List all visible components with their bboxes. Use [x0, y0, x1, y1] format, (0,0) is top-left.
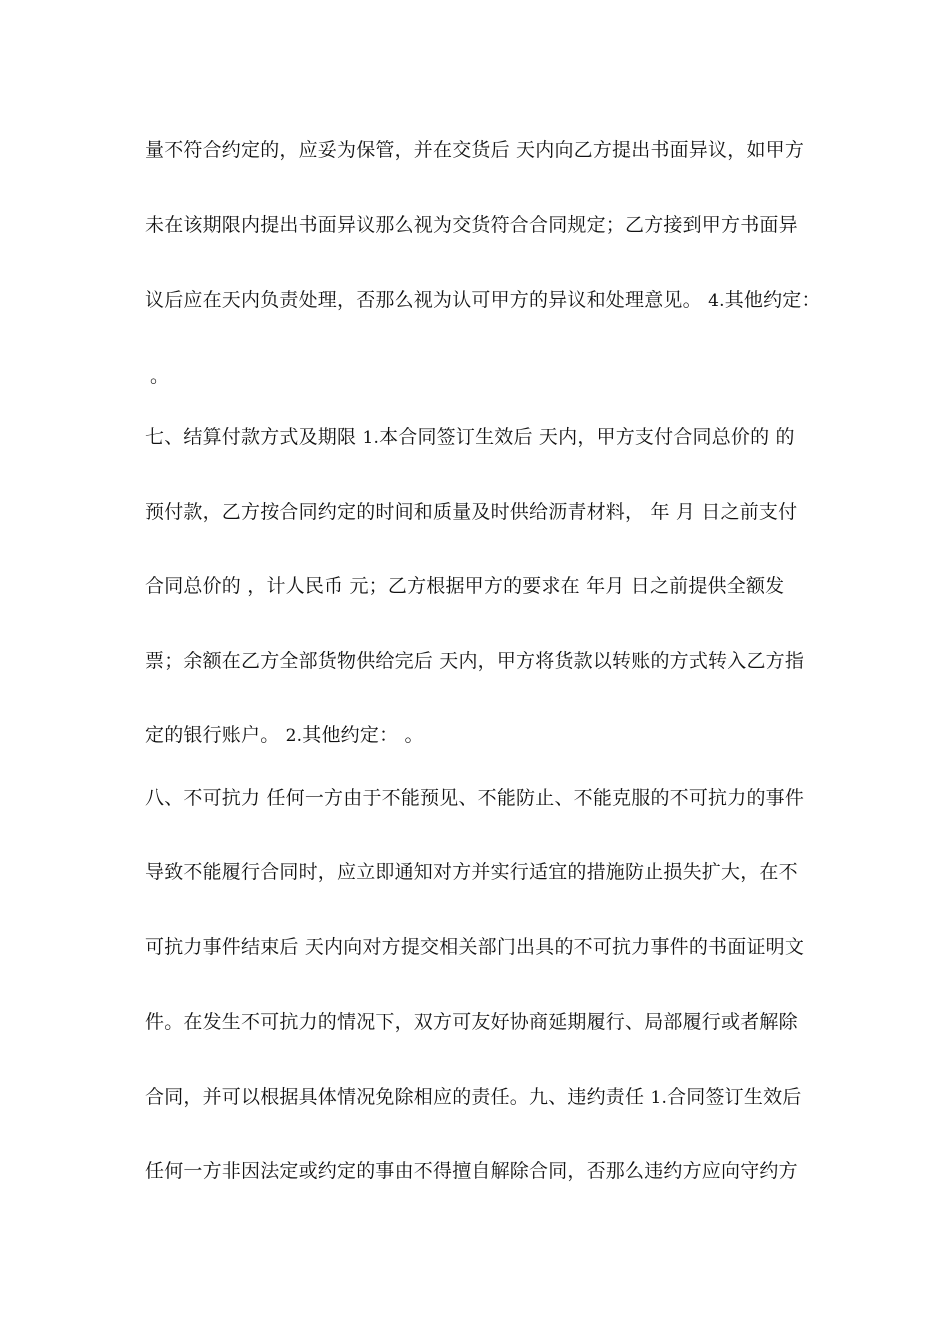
text-segment: 导致不能履行合同时，应立即通知对方并实行适宜的措施防止损失扩大，在不	[145, 861, 798, 883]
text-line	[145, 935, 815, 959]
text-segment: 件。在发生不可抗力的情况下，双方可友好协商延期履行、局部履行或者解除	[145, 1011, 798, 1033]
text-segment: 八、不可抗力 任何一方由于不能预见、不能防止、不能克服的不可抗力的事件	[145, 787, 805, 809]
list-number: 1.	[650, 1088, 668, 1108]
text-segment: 。	[150, 365, 170, 387]
text-segment: 定的银行账户。	[145, 724, 280, 746]
text-segment: 本合同签订生效后 天内，甲方支付合同总价的 的	[379, 426, 795, 448]
text-line	[145, 574, 815, 598]
text-line	[145, 1010, 815, 1034]
text-line	[145, 1159, 815, 1183]
text-line	[145, 288, 821, 313]
text-segment: 合同，并可以根据具体情况免除相应的责任。九、违约责任	[145, 1086, 645, 1108]
text-line	[145, 213, 815, 237]
text-segment: 量不符合约定的，应妥为保管，并在交货后 天内向乙方提出书面异议，如甲方	[145, 139, 805, 161]
text-segment: 议后应在天内负责处理，否那么视为认可甲方的异议和处理意见。	[145, 289, 702, 311]
text-line	[145, 723, 815, 748]
text-segment: 可抗力事件结束后 天内向对方提交相关部门出具的不可抗力事件的书面证明文	[145, 936, 805, 958]
text-line	[150, 364, 820, 388]
list-number: 2.	[285, 726, 303, 746]
text-line	[145, 1085, 815, 1110]
text-segment: 其他约定： 。	[302, 724, 424, 746]
section-heading-line	[145, 786, 815, 810]
text-line	[145, 138, 815, 162]
text-segment: 合同签订生效后	[667, 1086, 802, 1108]
text-segment: 票；余额在乙方全部货物供给完后 天内，甲方将货款以转账的方式转入乙方指	[145, 650, 805, 672]
text-line	[145, 649, 815, 673]
list-number: 4.	[708, 291, 725, 311]
text-segment: 其他约定：	[724, 289, 821, 311]
text-line	[145, 860, 815, 884]
text-segment: 合同总价的 ，计人民币 元；乙方根据甲方的要求在 年月 日之前提供全额发	[145, 575, 785, 597]
text-segment: 任何一方非因法定或约定的事由不得擅自解除合同，否那么违约方应向守约方	[145, 1160, 798, 1182]
list-number: 1.	[362, 428, 380, 448]
text-line	[145, 500, 815, 524]
section-heading: 七、结算付款方式及期限	[145, 426, 357, 448]
text-segment: 预付款，乙方按合同约定的时间和质量及时供给沥青材料， 年 月 日之前支付	[145, 501, 798, 523]
section-heading-line	[145, 425, 815, 450]
text-segment: 未在该期限内提出书面异议那么视为交货符合合同规定；乙方接到甲方书面异	[145, 214, 798, 236]
